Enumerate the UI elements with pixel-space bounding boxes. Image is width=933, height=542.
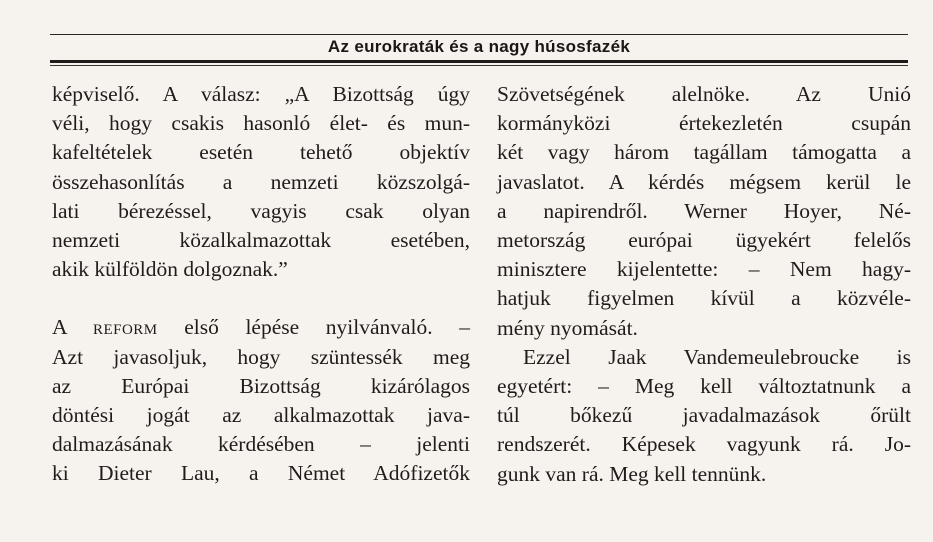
text-line: nemzeti közalkalmazottak esetében, (52, 228, 470, 253)
text-line: ki Dieter Lau, a Német Adófizetők (52, 461, 470, 486)
text-line: egyetért: – Meg kell változtatnunk a (497, 374, 911, 399)
running-header-title: Az eurokraták és a nagy húsosfazék (327, 37, 631, 56)
right-paragraph-2 (497, 343, 911, 489)
text-fragment: első lépése nyilvánvaló. – (157, 315, 470, 340)
text-line: döntési jogát az alkalmazottak java- (52, 403, 470, 428)
text-line: kormányközi értekezletén csupán (497, 111, 911, 136)
text-line: javaslatot. A kérdés mégsem kerül le (497, 169, 911, 194)
text-line: lati bérezéssel, vagyis csak olyan (52, 198, 470, 223)
text-line: metország európai ügyekért felelős (497, 228, 911, 253)
left-paragraph-1 (52, 80, 470, 284)
text-line: Ezzel Jaak Vandemeulebroucke is (523, 344, 911, 369)
header-bottom-rule (50, 60, 908, 63)
text-line: dalmazásának kérdésében – jelenti (52, 432, 470, 457)
text-line (52, 313, 470, 342)
reform-smallcaps: reform (92, 315, 158, 340)
header-bottom-thin-rule (50, 65, 908, 66)
text-line: véli, hogy csakis hasonló élet- és mun- (52, 111, 470, 136)
text-line: túl bőkezű javadalmazások őrült (497, 403, 911, 428)
text-line: gunk van rá. Meg kell tennünk. (497, 461, 767, 486)
text-line: két vagy három tagállam támogatta a (497, 140, 911, 165)
text-fragment: A (52, 315, 93, 340)
left-text-column (52, 80, 470, 489)
header-top-rule (50, 34, 908, 35)
text-line: képviselő. A válasz: „A Bizottság úgy (52, 82, 470, 106)
text-line: Szövetségének alelnöke. Az Unió (497, 82, 911, 106)
right-text-column (497, 80, 911, 489)
text-line: minisztere kijelentette: – Nem hagy- (497, 257, 911, 282)
text-line: akik külföldön dolgoznak.” (52, 257, 288, 282)
text-line: a napirendről. Werner Hoyer, Né- (497, 198, 911, 223)
text-line: mény nyomását. (497, 315, 638, 340)
text-line: kafeltételek esetén tehető objektív (52, 140, 470, 165)
text-line: összehasonlítás a nemzeti közszolgá- (52, 169, 470, 194)
text-line: az Európai Bizottság kizárólagos (52, 373, 470, 398)
right-paragraph-1 (497, 80, 911, 343)
text-line: rendszerét. Képesek vagyunk rá. Jo- (497, 432, 911, 457)
text-line: Azt javasoljuk, hogy szüntessék meg (52, 344, 470, 369)
left-paragraph-2 (52, 313, 470, 488)
text-line: hatjuk figyelmen kívül a közvéle- (497, 286, 911, 311)
